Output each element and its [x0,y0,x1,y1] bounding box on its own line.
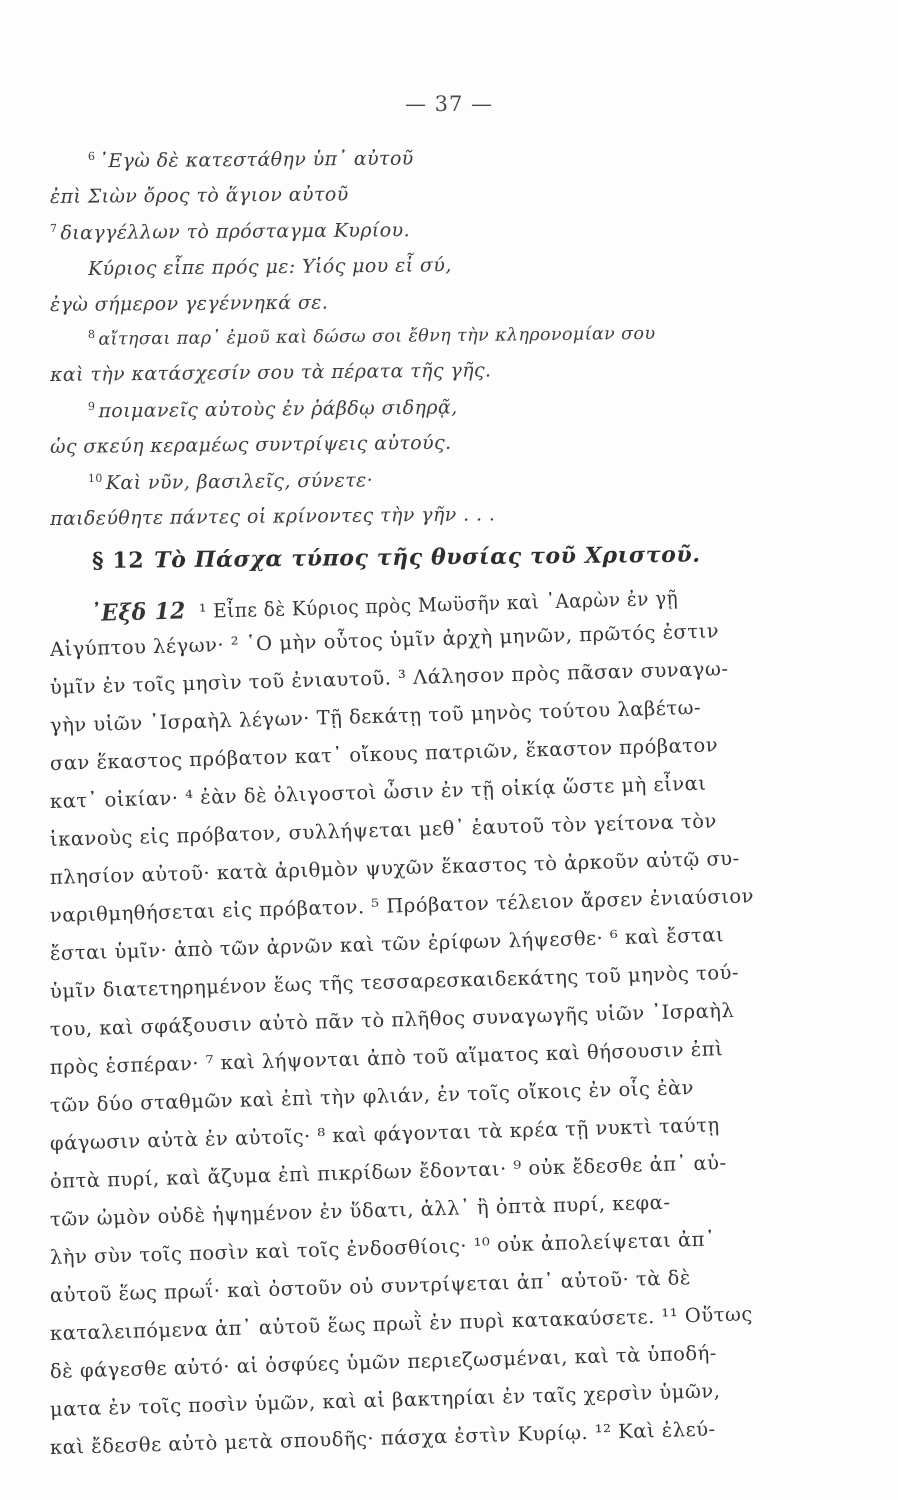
psalm-line-text: ὡς σκεύη κεραμέως συντρίψεις αὐτούς. [49,431,452,458]
psalm-line-text: ἐγὼ σήμερον γεγέννηκά σε. [49,291,329,316]
text-line [50,1112,765,1155]
psalm-line [88,396,458,422]
text-line-content: κατ᾽ οἰκίαν· ⁴ ἐὰν δὲ ὀλιγοστοὶ ὦσιν ἐν τῇ οἰκίᾳ ὥστε μὴ εἶναι [49,771,707,813]
psalm-line-text: ἐπὶ Σιὼν ὄρος τὸ ἅγιον αὐτοῦ [49,183,349,208]
section-heading [92,542,701,574]
psalm-line-text: ᾿Εγὼ δὲ κατεστάθην ὑπ᾽ αὐτοῦ [98,147,414,173]
text-line [50,656,765,699]
psalm-line-text: αἴτησαι παρ᾽ ἐμοῦ καὶ δώσω σοι ἔθνη τὴν κληρονομίαν σου [98,323,656,350]
text-line-content: ματα ἐν τοῖς ποσὶν ὑμῶν, καὶ αἱ βακτηρίαι ἐν ταῖς χερσὶν ὑμῶν, [49,1379,721,1421]
verse-number: 10 [87,471,103,485]
text-line [50,808,765,851]
text-line-content: τῶν ὠμὸν οὐδὲ ἡψημένον ἐν ὕδατι, ἀλλ᾽ ἢ ὀπτὰ πυρί, κεφα- [49,1190,671,1231]
text-line-content: φάγωσιν αὐτὰ ἐν αὐτοῖς· ⁸ καὶ φάγονται τὰ κρέα τῇ νυκτὶ ταύτῃ [49,1113,720,1155]
text-line [50,770,765,813]
text-line [50,1226,765,1269]
psalm-line-text: καὶ τὴν κατάσχεσίν σου τὰ πέρατα τῆς γῆς. [49,359,492,386]
text-line [50,694,765,737]
psalm-line [50,219,410,244]
psalm-line [50,503,496,530]
text-line-content: δὲ φάγεσθε αὐτό· αἱ ὀσφύες ὑμῶν περιεζωσμέναι, καὶ τὰ ὑποδή- [49,1341,718,1383]
text-line [50,1378,765,1421]
text-line-content: ¹ Εἶπε δὲ Κύριος πρὸς Μωϋσῆν καὶ ᾿Ααρὼν ἐν γῇ [198,586,679,623]
text-line-content: ὑμῖν ἐν τοῖς μησὶν τοῦ ἐνιαυτοῦ. ³ Λάλησον πρὸς πᾶσαν συναγω- [49,657,729,699]
text-line-content: ναριθμηθήσεται εἰς πρόβατον. ⁵ Πρόβατον τέλειον ἄρσεν ἐνιαύσιον [49,884,755,927]
text-line-content: πρὸς ἑσπέραν· ⁷ καὶ λήψονται ἀπὸ τοῦ αἵματος καὶ θήσουσιν ἐπὶ [49,1037,724,1079]
text-line [50,1188,765,1231]
psalm-line [50,183,349,208]
psalm-line-text: Κύριος εἶπε πρός με: Υἱός μου εἶ σύ, [87,254,452,280]
psalm-line [50,432,452,458]
psalm-line [88,322,656,350]
text-line-content: ὑμῖν διατετηρημένον ἕως τῆς τεσσαρεσκαιδεκάτης τοῦ μηνὸς τού- [49,960,740,1003]
verse-number: 7 [49,221,58,235]
text-line-content: Αἰγύπτου λέγων· ² ῾Ο μὴν οὗτος ὑμῖν ἀρχὴ μηνῶν, πρῶτός ἐστιν [49,619,720,661]
psalm-line-text: παιδεύθητε πάντες οἱ κρίνοντες τὴν γῆν . . . [49,503,496,530]
psalm-line-text: ποιμανεῖς αὐτοὺς ἐν ῥάβδῳ σιδηρᾷ, [98,396,458,423]
scripture-reference: ᾿Εξδ 12 [89,597,187,627]
verse-number: 6 [87,149,96,163]
psalm-line [88,147,414,172]
text-line [50,1264,765,1307]
text-line [50,922,765,965]
text-line [50,1150,765,1193]
text-line-content: ἔσται ὑμῖν· ἀπὸ τῶν ἀρνῶν καὶ τῶν ἐρίφων λήψεσθε· ⁶ καὶ ἔσται [49,923,725,965]
text-line-content: τῶν δύο σταθμῶν καὶ ἐπὶ τὴν φλιάν, ἐν τοῖς οἴκοις ἐν οἷς ἐὰν [49,1076,695,1117]
text-line [50,846,765,889]
psalm-line-text: διαγγέλλων τὸ πρόσταγμα Κυρίου. [60,219,411,245]
text-line [50,884,765,927]
text-line-content: ἱκανοὺς εἰς πρόβατον, συλλήψεται μεθ᾽ ἑαυτοῦ τὸν γείτονα τὸν [49,809,718,851]
text-line-content: αὐτοῦ ἕως πρωΐ· καὶ ὀστοῦν οὐ συντρίψεται ἀπ᾽ αὐτοῦ· τὰ δὲ [49,1266,692,1307]
psalm-line [50,292,328,316]
text-line [50,1036,765,1079]
psalm-line [50,359,492,386]
text-line [50,1416,765,1459]
text-line-content: πλησίον αὐτοῦ· κατὰ ἀριθμὸν ψυχῶν ἕκαστος τὸ ἀρκοῦν αὐτῷ συ- [49,846,741,889]
text-line [50,1302,765,1345]
psalm-line-text: Καὶ νῦν, βασιλεῖς, σύνετε· [105,469,374,495]
psalm-line [88,469,373,494]
psalm-line [88,254,452,280]
section-title: Τὸ Πάσχα τύπος τῆς θυσίας τοῦ Χριστοῦ. [154,541,701,574]
text-line [50,1340,765,1383]
section-number: § 12 [91,547,145,574]
text-line-content: σαν ἕκαστος πρόβατον κατ᾽ οἴκους πατριῶν, ἕκαστον πρόβατον [49,733,719,775]
verse-number: 9 [87,399,96,413]
text-line-content: ὀπτὰ πυρί, καὶ ἄζυμα ἐπὶ πικρίδων ἔδονται· ⁹ οὐκ ἔδεσθε ἀπ᾽ αὐ- [49,1151,727,1193]
text-line-content: λὴν σὺν τοῖς ποσὶν καὶ τοῖς ἐνδοσθίοις· ¹⁰ οὐκ ἀπολείψεται ἀπ᾽ [49,1227,716,1269]
page-number: — 37 — [404,92,494,116]
text-line-content: καταλειπόμενα ἀπ᾽ αὐτοῦ ἕως πρωῒ ἐν πυρὶ κατακαύσετε. ¹¹ Οὕτως [49,1302,754,1345]
text-line [50,1074,765,1117]
text-line [50,998,765,1041]
text-line [50,732,765,775]
text-line-content: γὴν υἱῶν ᾿Ισραὴλ λέγων· Τῇ δεκάτῃ τοῦ μηνὸς τούτου λαβέτω- [49,695,702,737]
text-line-content: του, καὶ σφάξουσιν αὐτὸ πᾶν τὸ πλῆθος συναγωγῆς υἱῶν ᾿Ισραὴλ [49,998,735,1041]
text-line-content: καὶ ἔδεσθε αὐτὸ μετὰ σπουδῆς· πάσχα ἐστὶν Κυρίῳ. ¹² Καὶ ἐλεύ- [49,1417,716,1459]
verse-number: 8 [87,327,96,341]
text-line [50,960,765,1003]
